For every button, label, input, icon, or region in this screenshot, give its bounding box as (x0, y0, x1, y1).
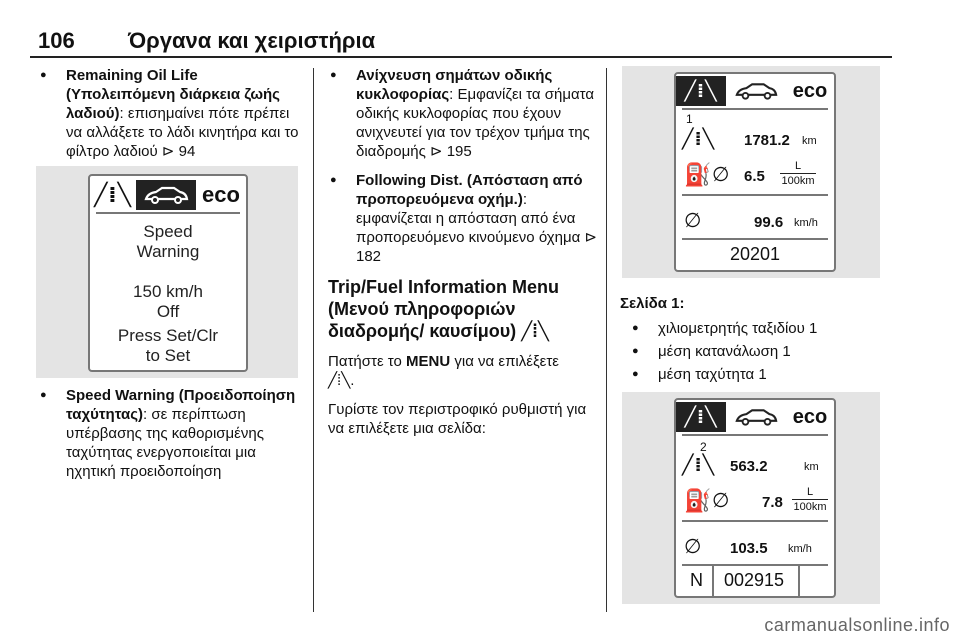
sign-detection-ref[interactable]: 195 (446, 143, 472, 160)
average-speed: 99.6 (754, 214, 784, 231)
gear-indicator: N (690, 570, 703, 590)
list-item: ● χιλιομετρητής ταξιδίου 1 (630, 319, 882, 338)
page-1-label: Σελίδα 1: (620, 295, 685, 312)
list-item-speed-warning (38, 386, 308, 481)
fuel-pump-icon: ⛽ (684, 162, 712, 187)
display-top-bar (90, 176, 246, 214)
header-divider (30, 56, 892, 58)
column-3 (620, 294, 882, 384)
trip-icon: ╱⁞╲ (676, 402, 726, 432)
column-1-lower (38, 386, 308, 481)
following-distance-title: Following Dist. (Απόσταση από προπορευόμενα οχήμ.) (356, 172, 583, 208)
page-title: Όργανα και χειριστήρια (128, 28, 376, 53)
following-distance-text: : εμφανίζεται η απόσταση από ένα προπορευόμενο κινούμενο όχημα (356, 191, 581, 246)
column-divider-1 (313, 68, 314, 612)
column-2 (328, 66, 600, 438)
menu-button-label: MENU (406, 353, 451, 370)
consumption-unit: L 100km (781, 160, 815, 187)
speed-unit: km/h (794, 217, 818, 229)
eco-label: eco (792, 405, 828, 428)
oil-life-ref[interactable]: 94 (178, 143, 196, 160)
trip-page-2-display-illustration (622, 392, 880, 604)
trip-number: 2 (700, 440, 707, 454)
trip-page-1-display-illustration (622, 66, 880, 278)
trip-icon: ╱⁞╲ (94, 182, 132, 208)
odometer: 002915 (724, 570, 785, 590)
trip-icon: ╱⁞╲ (682, 454, 716, 476)
page-ref-icon: ⊳ (584, 229, 598, 246)
consumption-unit: L 100km (793, 486, 827, 513)
display-divider (682, 194, 828, 196)
eco-label: eco (792, 79, 828, 102)
page-number: 106 (38, 28, 75, 53)
display-line-3: 150 km/h (133, 282, 203, 301)
speed-warning-display-illustration (36, 166, 298, 378)
page-header (30, 28, 892, 58)
display-top-bar (676, 74, 834, 108)
sign-detection-title: Ανίχνευση σημάτων οδικής κυκλοφορίας (356, 67, 553, 103)
display-screen (674, 72, 836, 272)
speed-warning-text: : σε περίπτωση υπέρβασης της καθορισμένης ταχύτητας ενεργοποιείται μια ηχητική προειδοποίηση (66, 406, 264, 480)
distance-unit: km (802, 135, 817, 147)
list-item: ● μέση κατανάλωση 1 (630, 342, 882, 361)
press-menu-paragraph: Πατήστε το MENU για να επιλέξετε ╱⁞╲. (328, 353, 559, 389)
speed-unit: km/h (788, 543, 812, 555)
display-line-6: to Set (145, 346, 191, 365)
trip-number: 1 (686, 112, 693, 126)
trip-distance: 1781.2 (744, 132, 790, 149)
average-consumption: 6.5 (744, 168, 765, 185)
speed-warning-title: Speed Warning (Προειδοποίηση ταχύτητας) (66, 387, 296, 423)
vehicle-icon (726, 81, 786, 101)
sign-detection-text: : Εμφανίζει τα σήματα οδικής κυκλοφορίας που έχουν ανιχνευτεί για τον τρέχον τμήμα της διαδρομής (356, 86, 595, 160)
fuel-pump-icon: ⛽ (684, 488, 712, 513)
display-top-bar (676, 400, 834, 434)
trip-icon: ╱⁞╲ (521, 321, 549, 341)
following-distance-ref[interactable]: 182 (356, 248, 382, 265)
average-consumption: 7.8 (762, 494, 783, 511)
display-divider (682, 564, 828, 566)
average-icon: ∅ (712, 164, 730, 186)
display-divider (682, 108, 828, 110)
oil-life-text: : επισημαίνει πότε πρέπει να αλλάξετε το λάδι κινητήρα και το φίλτρο λαδιού (66, 105, 299, 160)
display-divider (682, 520, 828, 522)
list-item: ● μέση ταχύτητα 1 (630, 365, 882, 384)
display-line-2: Warning (136, 242, 200, 261)
display-divider (682, 434, 828, 436)
trip-icon: ╱⁞╲ (682, 128, 716, 150)
oil-life-title: Remaining Oil Life (Υπολειπόμενη διάρκεια ζωής λαδιού) (66, 67, 280, 122)
section-heading: Trip/Fuel Information Menu (Μενού πληροφοριών διαδρομής/ καυσίμου) ╱⁞╲ (328, 277, 559, 341)
average-icon: ∅ (684, 210, 702, 232)
trip-distance: 563.2 (730, 458, 768, 475)
page-ref-icon: ⊳ (161, 143, 175, 160)
display-line-4: Off (156, 302, 180, 321)
display-line-5: Press Set/Clr (117, 326, 219, 345)
average-icon: ∅ (684, 536, 702, 558)
list-item-following-distance (328, 171, 600, 266)
eco-label: eco (202, 182, 240, 207)
odometer: 20201 (729, 244, 781, 264)
vehicle-icon (726, 407, 786, 427)
page-ref-icon: ⊳ (429, 143, 443, 160)
display-screen (674, 398, 836, 598)
vehicle-icon (136, 180, 196, 210)
list-item-oil-life (38, 66, 308, 161)
average-speed: 103.5 (730, 540, 768, 557)
turn-knob-paragraph: Γυρίστε τον περιστροφικό ρυθμιστή για να επιλέξετε μια σελίδα: (328, 401, 587, 437)
display-divider (712, 566, 714, 596)
trip-icon: ╱⁞╲ (676, 76, 726, 106)
list-item-sign-detection (328, 66, 600, 161)
display-divider (798, 566, 800, 596)
display-line-1: Speed (143, 222, 193, 241)
distance-unit: km (804, 461, 819, 473)
column-1 (38, 66, 308, 161)
display-divider (682, 238, 828, 240)
column-divider-2 (606, 68, 607, 612)
display-divider (96, 212, 240, 214)
average-icon: ∅ (712, 490, 730, 512)
trip-icon: ╱⁞╲. (328, 372, 355, 389)
watermark-url: carmanualsonline.info (764, 615, 950, 635)
display-screen (88, 174, 248, 372)
